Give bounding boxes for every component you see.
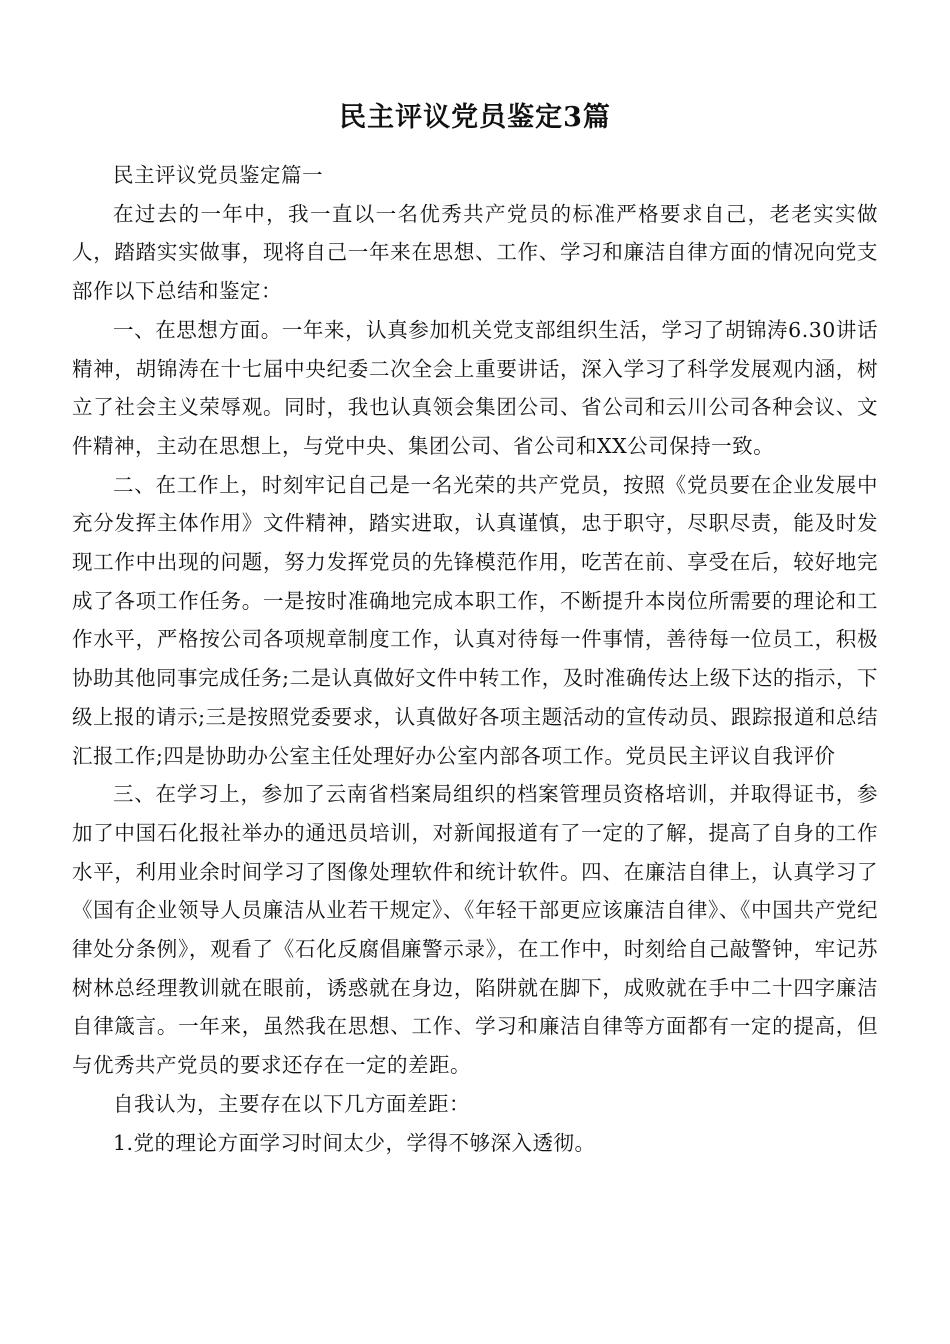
- study-paragraph: 三、在学习上，参加了云南省档案局组织的档案管理员资格培训，并取得证书，参加了中国石化报社举办的通迅员培训，对新闻报道有了一定的了解，提高了自身的工作水平，利用业余时间学习了图像处理软件和统计软件。四、在廉洁自律上，认真学习了《国有企业领导人员廉洁从业若干规定》、《年轻干部更应该廉洁自律》、《中国共产党纪律处分条例》，观看了《石化反腐倡廉警示录》，在工作中，时刻给自己敲警钟，牢记苏树林总经理教训就在眼前，诱惑就在身边，陷阱就在脚下，成败就在手中二十四字廉洁自律箴言。一年来，虽然我在思想、工作、学习和廉洁自律等方面都有一定的提高，但与优秀共产党员的要求还存在一定的差距。: [72, 782, 878, 1078]
- document-title: 民主评议党员鉴定3篇: [339, 102, 611, 133]
- work-paragraph: 二、在工作上，时刻牢记自己是一名光荣的共产党员，按照《党员要在企业发展中充分发挥主体作用》文件精神，踏实进取，认真谨慎，忠于职守，尽职尽责，能及时发现工作中出现的问题，努力发挥党员的先锋模范作用，吃苦在前、享受在后，较好地完成了各项工作任务。一是按时准确地完成本职工作，不断提升本岗位所需要的理论和工作水平，严格按公司各项规章制度工作，认真对待每一件事情，善待每一位员工，积极协助其他同事完成任务;二是认真做好文件中转工作，及时准确传达上级下达的指示，下级上报的请示;三是按照党委要求，认真做好各项主题活动的宣传动员、跟踪报道和总结汇报工作;四是协助办公室主任处理好办公室内部各项工作。党员民主评议自我评价: [72, 472, 878, 768]
- gap-intro-paragraph: 自我认为，主要存在以下几方面差距：: [113, 1091, 470, 1116]
- gap-item-paragraph: 1.党的理论方面学习时间太少，学得不够深入透彻。: [113, 1130, 596, 1155]
- section-heading: 民主评议党员鉴定篇一: [113, 163, 323, 187]
- intro-paragraph: 在过去的一年中，我一直以一名优秀共产党员的标准严格要求自己，老老实实做人，踏踏实实做事，现将自己一年来在思想、工作、学习和廉洁自律方面的情况向党支部作以下总结和鉴定：: [72, 201, 878, 304]
- document-body: [72, 156, 878, 1162]
- thought-paragraph: 一、在思想方面。一年来，认真参加机关党支部组织生活，学习了胡锦涛6.30讲话精神，胡锦涛在十七届中央纪委二次全会上重要讲话，深入学习了科学发展观内涵，树立了社会主义荣辱观。同时，我也认真领会集团公司、省公司和云川公司各种会议、文件精神，主动在思想上，与党中央、集团公司、省公司和XX公司保持一致。: [72, 317, 878, 458]
